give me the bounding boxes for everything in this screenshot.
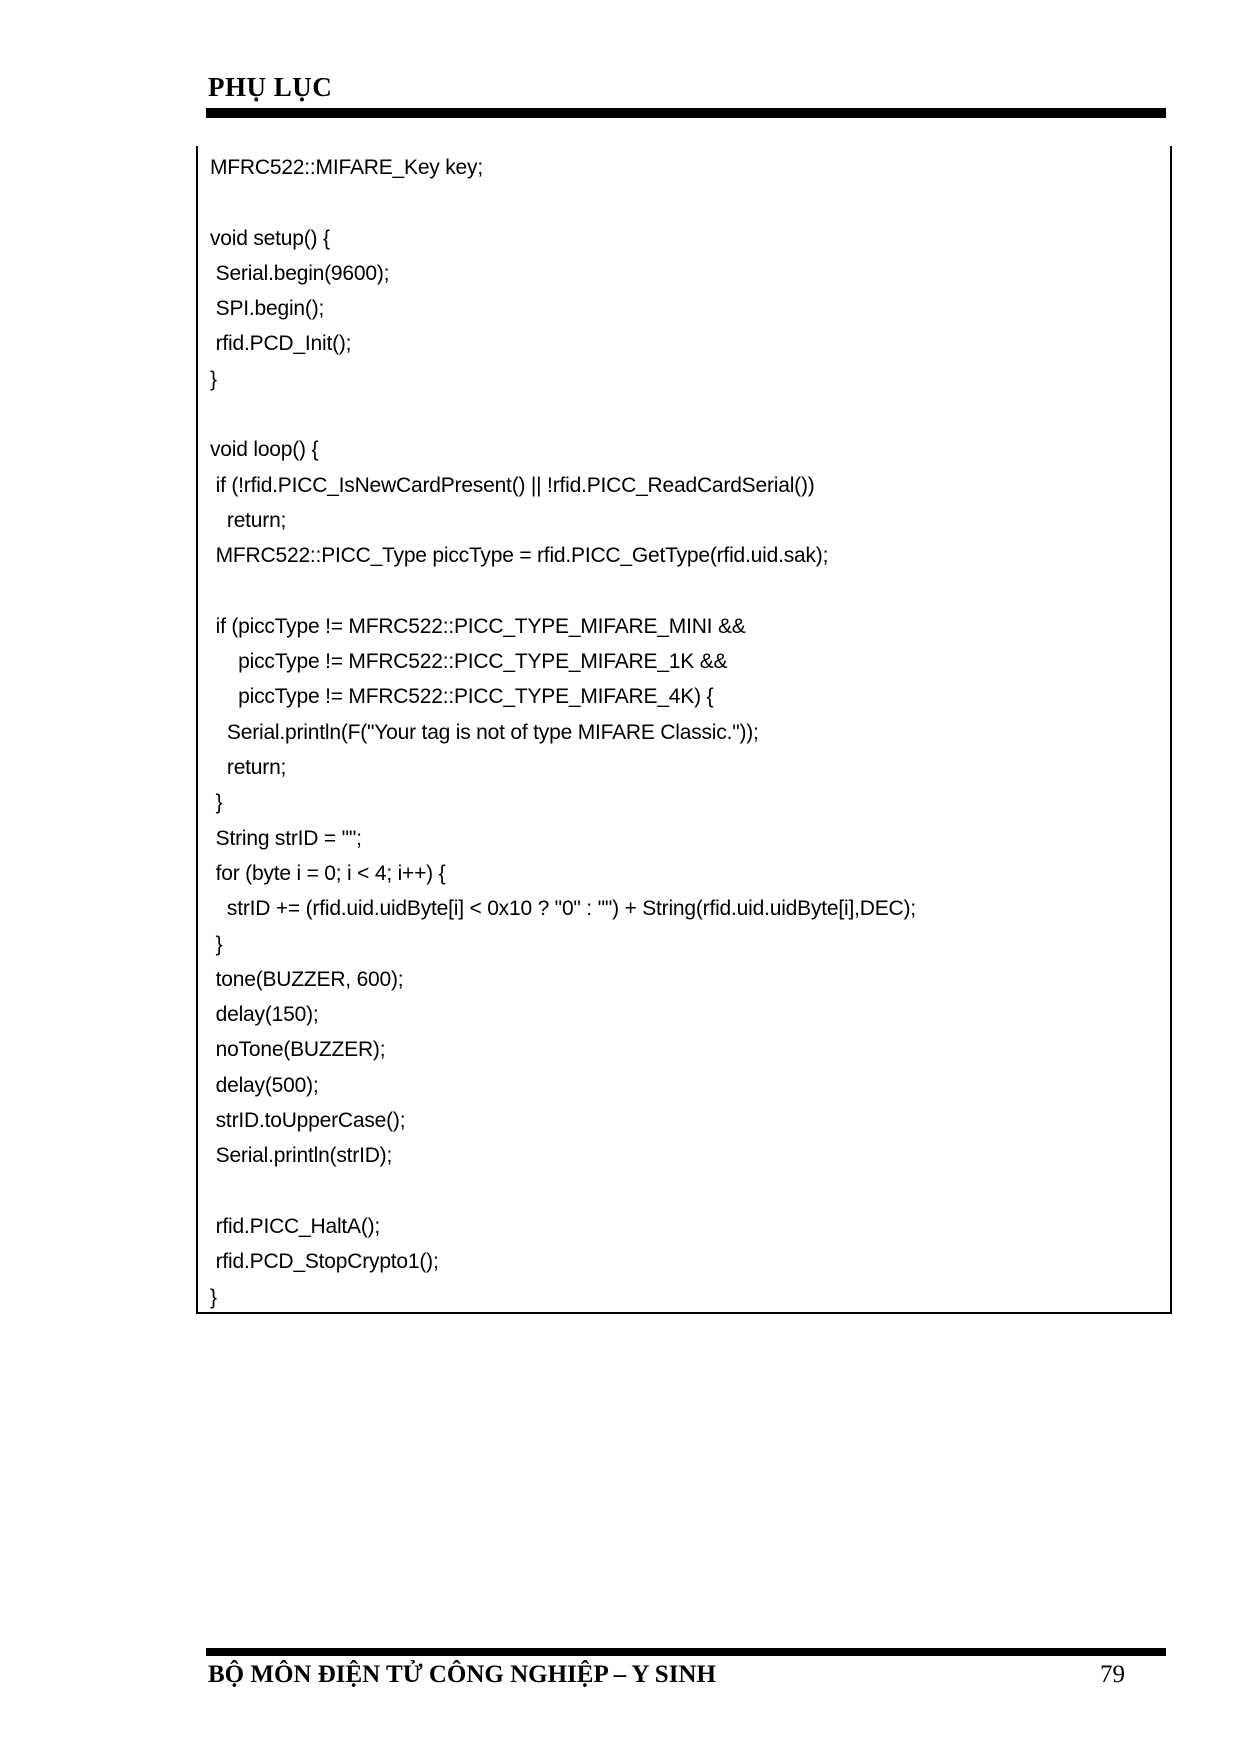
code-listing-box	[196, 146, 1172, 1314]
footer-department: BỘ MÔN ĐIỆN TỬ CÔNG NGHIỆP – Y SINH	[208, 1661, 716, 1688]
code-line: strID += (rfid.uid.uidByte[i] < 0x10 ? "0" : "") + String(rfid.uid.uidByte[i],DEC);	[210, 897, 916, 921]
code-line: delay(150);	[210, 1003, 319, 1027]
code-line: }	[210, 932, 223, 956]
code-line: if (!rfid.PICC_IsNewCardPresent() || !rfid.PICC_ReadCardSerial())	[210, 473, 815, 497]
code-line: if (piccType != MFRC522::PICC_TYPE_MIFARE_MINI &&	[210, 614, 746, 638]
code-line: }	[210, 791, 223, 815]
page-number: 79	[1100, 1661, 1125, 1688]
code-line: tone(BUZZER, 600);	[210, 967, 404, 991]
header-rule	[206, 108, 1166, 118]
code-line: Serial.begin(9600);	[210, 261, 390, 285]
page-header-title: PHỤ LỤC	[208, 72, 333, 102]
code-line	[210, 397, 916, 432]
code-line: rfid.PCD_Init();	[210, 332, 352, 356]
code-line: for (byte i = 0; i < 4; i++) {	[210, 861, 446, 885]
code-line	[210, 185, 916, 220]
code-line: rfid.PCD_StopCrypto1();	[210, 1250, 439, 1274]
code-line: void loop() {	[210, 438, 319, 462]
code-line	[210, 574, 916, 609]
code-line: piccType != MFRC522::PICC_TYPE_MIFARE_1K &&	[210, 650, 728, 674]
footer-rule	[206, 1648, 1166, 1656]
code-line: MFRC522::MIFARE_Key key;	[210, 156, 483, 179]
code-line	[210, 1174, 916, 1209]
code-line: void setup() {	[210, 226, 330, 250]
code-line: piccType != MFRC522::PICC_TYPE_MIFARE_4K) {	[210, 685, 714, 709]
code-line: return;	[210, 508, 287, 532]
code-line: String strID = "";	[210, 826, 362, 850]
code-line: Serial.println(F("Your tag is not of type MIFARE Classic."));	[210, 720, 759, 744]
code-line: noTone(BUZZER);	[210, 1038, 386, 1062]
code-line: }	[210, 1285, 217, 1309]
code-line: rfid.PICC_HaltA();	[210, 1214, 381, 1238]
code-line: Serial.println(strID);	[210, 1144, 393, 1168]
code-line: SPI.begin();	[210, 297, 325, 321]
code-line: return;	[210, 756, 287, 780]
code-line: strID.toUpperCase();	[210, 1109, 406, 1133]
code-line: }	[210, 367, 217, 391]
code-line: delay(500);	[210, 1073, 319, 1097]
code-line: MFRC522::PICC_Type piccType = rfid.PICC_GetType(rfid.uid.sak);	[210, 544, 829, 568]
code-listing	[210, 150, 916, 1315]
